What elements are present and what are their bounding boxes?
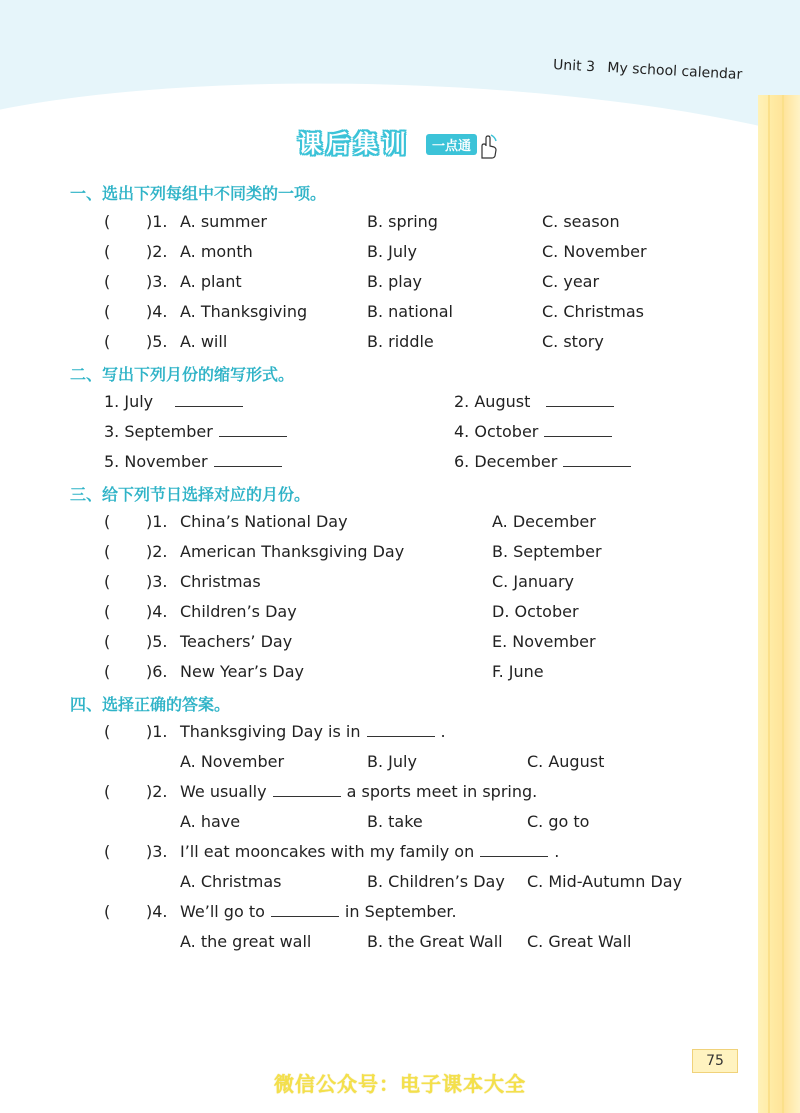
s3-item-5 [0, 632, 800, 652]
option-b: B. the Great Wall [367, 932, 503, 951]
option-b: B. July [367, 242, 417, 261]
holiday-name: Christmas [180, 572, 261, 591]
answer-bracket[interactable]: ( [104, 662, 111, 681]
question-stem [180, 722, 446, 741]
question-number: )2. [146, 782, 168, 801]
month-option: E. November [492, 632, 596, 651]
month-label: 2. August [454, 392, 531, 411]
stem-after: . [554, 842, 560, 861]
option-a: A. will [180, 332, 228, 351]
answer-blank[interactable] [563, 452, 631, 467]
page-number: 75 [692, 1049, 738, 1073]
s4-question-3 [0, 842, 800, 862]
option-a: A. November [180, 752, 285, 771]
option-c: C. Christmas [542, 302, 645, 321]
answer-bracket[interactable]: ( [104, 272, 111, 291]
question-stem [180, 782, 537, 801]
question-number: )4. [146, 602, 168, 621]
section-4-title: 四、选择正确的答案。 [70, 695, 231, 714]
answer-bracket[interactable]: ( [104, 902, 111, 921]
option-c: C. go to [527, 812, 590, 831]
option-c: C. season [542, 212, 620, 231]
question-stem [180, 842, 559, 861]
holiday-name: Children’s Day [180, 602, 297, 621]
answer-bracket[interactable]: ( [104, 572, 111, 591]
option-c: C. story [542, 332, 604, 351]
answer-blank[interactable] [271, 902, 339, 917]
question-number: )1. [146, 212, 168, 231]
section-1-title: 一、选出下列每组中不同类的一项。 [70, 184, 327, 203]
stem-before: We usually [180, 782, 267, 801]
banner-title: 课后集训 [298, 130, 410, 158]
option-b: B. July [367, 752, 417, 771]
stem-before: We’ll go to [180, 902, 265, 921]
option-b: B. spring [367, 212, 438, 231]
answer-bracket[interactable]: ( [104, 632, 111, 651]
s2-item-4 [454, 422, 618, 441]
option-b: B. national [367, 302, 453, 321]
unit-label: Unit 3 [552, 57, 596, 76]
month-option: A. December [492, 512, 596, 531]
s2-item-1 [104, 392, 249, 411]
option-a: A. summer [180, 212, 267, 231]
answer-bracket[interactable]: ( [104, 722, 111, 741]
question-stem [180, 902, 457, 921]
answer-bracket[interactable]: ( [104, 212, 111, 231]
option-a: A. Christmas [180, 872, 282, 891]
answer-blank[interactable] [214, 452, 282, 467]
option-c: C. November [542, 242, 647, 261]
question-number: )3. [146, 842, 168, 861]
s2-item-5 [104, 452, 288, 471]
month-label: 5. November [104, 452, 208, 471]
option-a: A. month [180, 242, 253, 261]
answer-bracket[interactable]: ( [104, 542, 111, 561]
s4-question-4 [0, 902, 800, 922]
question-number: )5. [146, 632, 168, 651]
question-number: )3. [146, 572, 168, 591]
option-a: A. Thanksgiving [180, 302, 308, 321]
question-number: )1. [146, 722, 168, 741]
unit-title: My school calendar [606, 59, 743, 83]
s1-question-5 [0, 332, 800, 352]
answer-blank[interactable] [273, 782, 341, 797]
s4-question-1 [0, 722, 800, 742]
stem-after: in September. [344, 902, 457, 921]
s2-item-3 [104, 422, 293, 441]
banner-subtitle: 一点通 [426, 134, 477, 155]
option-b: B. riddle [367, 332, 434, 351]
answer-bracket[interactable]: ( [104, 512, 111, 531]
s3-item-1 [0, 512, 800, 532]
s3-item-2 [0, 542, 800, 562]
month-label: 6. December [454, 452, 558, 471]
s4-options-1 [0, 752, 800, 772]
option-b: B. Children’s Day [367, 872, 505, 891]
stem-after: . [440, 722, 446, 741]
question-number: )4. [146, 902, 168, 921]
s3-item-6 [0, 662, 800, 682]
question-number: )2. [146, 242, 168, 261]
option-c: C. Mid-Autumn Day [527, 872, 683, 891]
answer-bracket[interactable]: ( [104, 602, 111, 621]
holiday-name: Teachers’ Day [180, 632, 293, 651]
answer-bracket[interactable]: ( [104, 782, 111, 801]
option-a: A. plant [180, 272, 242, 291]
option-c: C. Great Wall [527, 932, 632, 951]
month-option: C. January [492, 572, 574, 591]
answer-blank[interactable] [480, 842, 548, 857]
option-b: B. play [367, 272, 423, 291]
stem-before: Thanksgiving Day is in [180, 722, 361, 741]
s2-item-2 [454, 392, 620, 411]
s1-question-3 [0, 272, 800, 292]
answer-blank[interactable] [546, 392, 614, 407]
answer-blank[interactable] [544, 422, 612, 437]
month-label: 3. September [104, 422, 213, 441]
answer-blank[interactable] [367, 722, 435, 737]
question-number: )1. [146, 512, 168, 531]
s4-options-4 [0, 932, 800, 952]
month-option: F. June [492, 662, 544, 681]
holiday-name: American Thanksgiving Day [180, 542, 405, 561]
stem-before: I’ll eat mooncakes with my family on [180, 842, 475, 861]
answer-blank[interactable] [175, 392, 243, 407]
answer-bracket[interactable]: ( [104, 242, 111, 261]
s3-item-3 [0, 572, 800, 592]
option-c: C. August [527, 752, 605, 771]
question-number: )2. [146, 542, 168, 561]
s2-item-6 [454, 452, 637, 471]
s1-question-1 [0, 212, 800, 232]
option-a: A. have [180, 812, 241, 831]
stem-after: a sports meet in spring. [346, 782, 538, 801]
answer-bracket[interactable]: ( [104, 842, 111, 861]
section-banner [298, 120, 498, 156]
section-3-title: 三、给下列节日选择对应的月份。 [70, 485, 311, 504]
section-2-title: 二、写出下列月份的缩写形式。 [70, 365, 295, 384]
question-number: )6. [146, 662, 168, 681]
month-option: D. October [492, 602, 579, 621]
answer-blank[interactable] [219, 422, 287, 437]
month-label: 1. July [104, 392, 154, 411]
holiday-name: China’s National Day [180, 512, 348, 531]
option-c: C. year [542, 272, 600, 291]
s1-question-2 [0, 242, 800, 262]
watermark: 微信公众号：电子课本大全 [274, 1072, 526, 1096]
option-b: B. take [367, 812, 423, 831]
pointing-hand-icon [476, 134, 498, 160]
answer-bracket[interactable]: ( [104, 332, 111, 351]
question-number: )5. [146, 332, 168, 351]
page-curve [0, 66, 800, 404]
month-option: B. September [492, 542, 602, 561]
option-a: A. the great wall [180, 932, 312, 951]
s1-question-4 [0, 302, 800, 322]
question-number: )4. [146, 302, 168, 321]
answer-bracket[interactable]: ( [104, 302, 111, 321]
s4-question-2 [0, 782, 800, 802]
s4-options-2 [0, 812, 800, 832]
question-number: )3. [146, 272, 168, 291]
holiday-name: New Year’s Day [180, 662, 304, 681]
month-label: 4. October [454, 422, 539, 441]
s4-options-3 [0, 872, 800, 892]
s3-item-4 [0, 602, 800, 622]
